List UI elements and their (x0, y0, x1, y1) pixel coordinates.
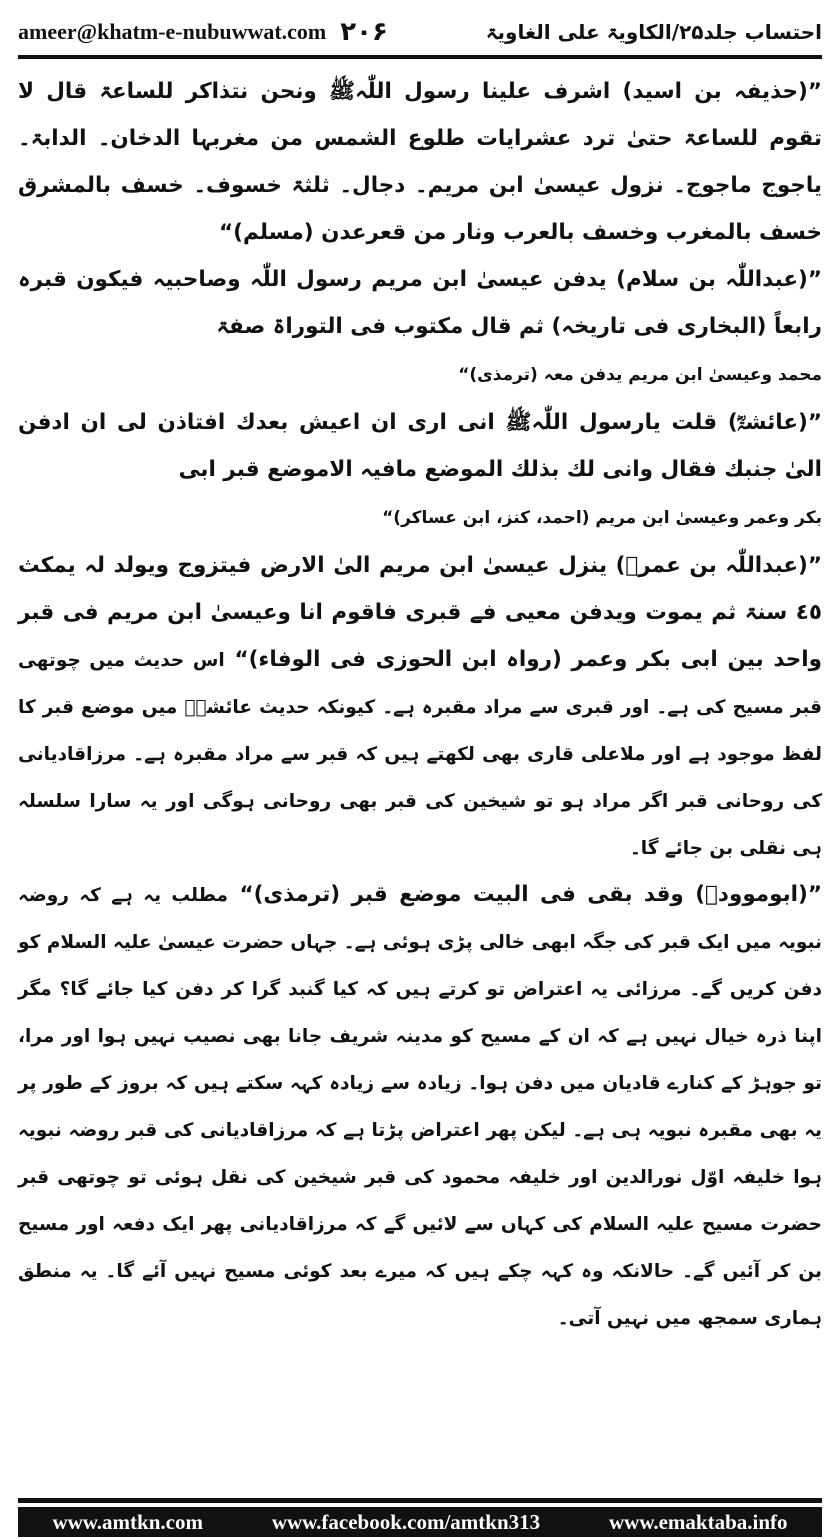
page-body (18, 68, 822, 1341)
header-left (18, 17, 388, 47)
header-rule (18, 55, 822, 59)
page-number: ۲۰۶ (340, 17, 388, 47)
footer-link-amtkn[interactable]: www.amtkn.com (52, 1509, 203, 1534)
hadith-text: ”(حذیفہ بن اسید) اشرف علینا رسول اللّٰہﷺ ونحن نتذاکر للساعۃ قال لا تقوم للساعۃ حتیٰ ترد عشرایات طلوع الشمس من مغربہا الدخان۔ الدابۃ۔ یاجوج ماجوج۔ نزول عیسیٰ ابن مریم۔ دجال۔ ثلثۃ خسوف۔ خسف بالمشرق خسف بالمغرب وخسف بالعرب ونار من قعرعدن (مسلم)“ (18, 79, 822, 245)
header-email[interactable]: ameer@khatm-e-nubuwwat.com (18, 19, 327, 44)
hadith-text: ”(عبداللّٰہ بن سلام) یدفن عیسیٰ ابن مریم رسول اللّٰہ وصاحبیہ فیکون قبرہ رابعاً (البخاری فی تاریخہ) ثم قال مکتوب فی التوراۃ صفۃ (18, 267, 822, 339)
running-title: احتساب جلد۲۵/الکاویۃ علی الغاویۃ (485, 20, 822, 44)
urdu-commentary: مطلب یہ ہے کہ روضہ نبویہ میں ایک قبر کی جگہ ابھی خالی پڑی ہوئی ہے۔ جہاں حضرت عیسیٰ علیہ السلام کو دفن کریں گے۔ مرزائی یہ اعتراض تو کرتے ہیں کہ کیا گنبد گرا کر دفن کیا جائے گا؟ مگر اپنا ذرہ خیال نہیں ہے کہ ان کے مسیح کو مدینہ شریف جانا بھی نصیب نہیں ہوا اور مرا، تو جوہڑ کے کنارے قادیان میں دفن ہوا۔ زیادہ سے زیادہ کہہ سکتے ہیں کہ بروز کے طور پر یہ بھی مقبرہ نبویہ ہی ہے۔ لیکن پھر اعتراض پڑتا ہے کہ مرزاقادیانی کی قبر روضہ نبویہ ہوا خلیفہ اوّل نورالدین اور خلیفہ محمود کی قبر شیخین کی نقل ہوئی تو چوتھی قبر حضرت مسیح علیہ السلام کی کہاں سے لائیں گے کہ مرزاقادیانی پھر ایک دفعہ اور مسیح بن کر آئیں گے۔ حالانکہ وہ کہہ چکے ہیں کہ میرے بعد کوئی مسیح نہیں آئے گا۔ یہ منطق ہماری سمجھ میں نہیں آتی۔ (18, 885, 822, 1329)
hadith-abdullah-umar (18, 542, 822, 871)
hadith-aisha (18, 399, 822, 542)
footer-link-facebook[interactable]: www.facebook.com/amtkn313 (271, 1509, 541, 1534)
hadith-abu-mawdud (18, 871, 822, 1341)
hadith-text-small: بکر وعمر وعیسیٰ ابن مریم (احمد، کنز، ابن عساکر)“ (382, 508, 822, 528)
hadith-text-small: محمد وعیسیٰ ابن مریم یدفن معہ (ترمذی)“ (458, 365, 822, 385)
urdu-commentary: اس حدیث میں چوتھی قبر مسیح کی ہے۔ اور قبری سے مراد مقبرہ ہے۔ کیونکہ حدیث عائشہؓ میں موضع قبر کا لفظ موجود ہے اور ملاعلی قاری بھی لکھتے ہیں کہ قبر سے مراد مقبرہ ہے۔ مرزاقادیانی کی روحانی قبر اگر مراد ہو تو شیخین کی قبر بھی روحانی ہوگی اور یہ سارا سلسلہ ہی نقلی بن جائے گا۔ (18, 650, 822, 859)
hadith-text: ”(ابوموودؓ) وقد بقی فی البیت موضع قبر (ترمذی)“ (239, 882, 822, 907)
hadith-text: ”(عائشۃؓ) قلت یارسول اللّٰہﷺ انی اری ان اعیش بعدك افتاذن لی ان ادفن الیٰ جنبك فقال وانی لك بذلك الموضع مافیہ الاموضع قبر ابی (18, 410, 822, 482)
page-footer (18, 1507, 822, 1537)
hadith-hudhaifa (18, 68, 822, 256)
page-header (18, 14, 822, 50)
hadith-text: ”(عبداللّٰہ بن عمرؓ) ینزل عیسیٰ ابن مریم الیٰ الارض فیتزوج ویولد لہ یمکث ٤٥ سنۃ ثم یموت ویدفن معیی فے قبری فاقوم انا وعیسیٰ ابن مریم فی قبر واحد بین ابی بکر وعمر (رواہ ابن الحوزی فی الوفاء)“ (18, 553, 822, 672)
footer-rule (18, 1498, 822, 1503)
hadith-abdullah-salam (18, 256, 822, 399)
footer-link-emaktaba[interactable]: www.emaktaba.info (609, 1509, 788, 1534)
